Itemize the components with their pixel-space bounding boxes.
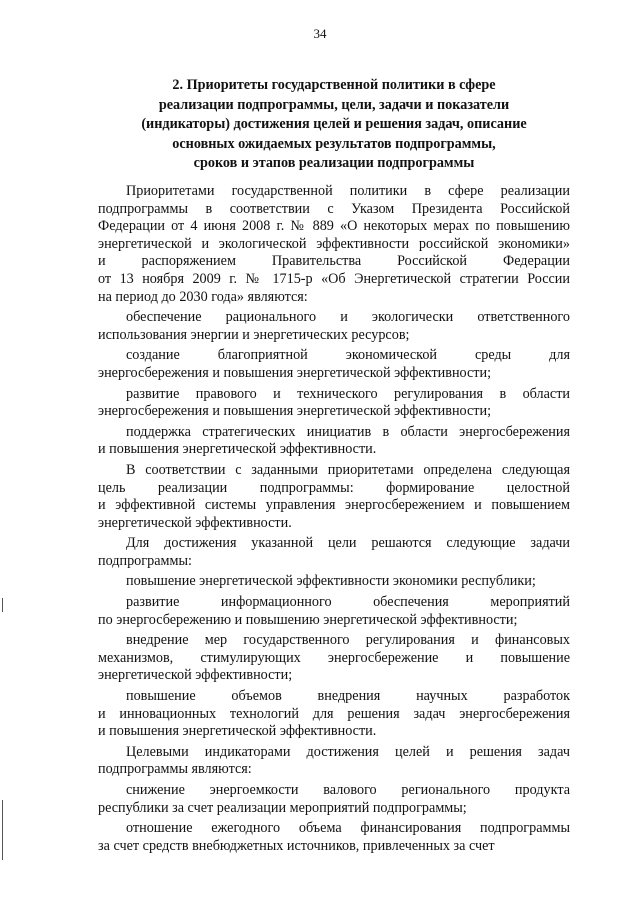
- paragraph: [98, 462, 570, 532]
- text-line: и повышения энергетической эффективности.: [98, 441, 377, 458]
- text-line: Приоритетами государственной политики в сфере реализации: [126, 183, 570, 199]
- text-line: энергосбережения и повышения энергетической эффективности;: [98, 403, 492, 420]
- text-line: на период до 2030 года» являются:: [98, 288, 308, 305]
- paragraph: [98, 309, 570, 344]
- text-line: снижение энергоемкости валового регионального продукта: [126, 782, 570, 798]
- paragraph: [98, 573, 570, 591]
- text-line: механизмов, стимулирующих энергосбережение и повышение: [98, 649, 570, 666]
- document-body: [98, 183, 570, 858]
- text-line: обеспечение рационального и экологически ответственного: [126, 309, 570, 326]
- paragraph: [98, 820, 570, 855]
- page-number: 34: [313, 26, 327, 41]
- paragraph: [98, 594, 570, 629]
- text-line: развитие информационного обеспечения мероприятий: [126, 594, 570, 611]
- paragraph: [98, 744, 570, 779]
- text-line: республики за счет реализации мероприятий подпрограммы;: [98, 799, 467, 816]
- text-line: и эффективной системы управления энергосбережением и повышением: [98, 497, 570, 514]
- text-line: развитие правового и технического регулирования в области: [126, 385, 570, 402]
- section-heading: [98, 76, 570, 174]
- text-line: подпрограммы в соответствии с Указом Президента Российской: [98, 200, 570, 217]
- text-line: энергосбережения и повышения энергетической эффективности;: [98, 364, 492, 381]
- text-line: создание благоприятной экономической среды для: [126, 347, 570, 364]
- text-line: по энергосбережению и повышению энергетической эффективности;: [98, 611, 518, 628]
- heading-line: (индикаторы) достижения целей и решения задач, описание: [141, 116, 527, 132]
- paragraph: [98, 347, 570, 382]
- paragraph: [98, 782, 570, 817]
- text-line: поддержка стратегических инициатив в области энергосбережения: [126, 423, 570, 440]
- text-line: энергетической эффективности;: [98, 667, 293, 684]
- heading-line: сроков и этапов реализации подпрограммы: [193, 155, 475, 171]
- paragraph: [98, 424, 570, 459]
- text-line: отношение ежегодного объема финансирования подпрограммы: [126, 820, 570, 837]
- margin-scan-mark: [2, 800, 3, 860]
- paragraph: [98, 632, 570, 685]
- text-line: внедрение мер государственного регулирования и финансовых: [126, 632, 570, 649]
- heading-line: реализации подпрограммы, цели, задачи и показатели: [158, 96, 510, 113]
- text-line: цель реализации подпрограммы: формирование целостной: [98, 479, 570, 496]
- text-line: энергетической и экологической эффективности российской экономики»: [98, 235, 570, 252]
- text-line: использования энергии и энергетических ресурсов;: [98, 326, 410, 343]
- heading-line: 2. Приоритеты государственной политики в сфере: [172, 77, 496, 93]
- text-line: от 13 ноября 2009 г. № 1715-р «Об Энергетической стратегии России: [98, 270, 570, 287]
- paragraph: [98, 688, 570, 741]
- paragraph: [98, 386, 570, 421]
- text-line: Федерации от 4 июня 2008 г. № 889 «О некоторых мерах по повышению: [98, 218, 570, 235]
- text-line: Для достижения указанной цели решаются следующие задачи: [126, 535, 570, 552]
- text-line: за счет средств внебюджетных источников, привлеченных за счет: [98, 837, 495, 854]
- text-line: энергетической эффективности.: [98, 514, 292, 531]
- text-line: и распоряжением Правительства Российской Федерации: [98, 253, 570, 270]
- text-line: и инновационных технологий для решения задач энергосбережения: [98, 705, 570, 722]
- margin-scan-mark: [2, 598, 3, 612]
- text-line: Целевыми индикаторами достижения целей и решения задач: [126, 743, 570, 760]
- heading-line: основных ожидаемых результатов подпрограммы,: [172, 135, 496, 152]
- text-line: В соответствии с заданными приоритетами определена следующая: [126, 461, 570, 478]
- paragraph: [98, 535, 570, 570]
- text-line: повышение объемов внедрения научных разработок: [126, 688, 570, 705]
- text-line: подпрограммы:: [98, 552, 192, 569]
- text-line: и повышения энергетической эффективности.: [98, 723, 377, 740]
- text-line: подпрограммы являются:: [98, 761, 252, 778]
- paragraph: [98, 183, 570, 306]
- text-line: повышение энергетической эффективности экономики республики;: [126, 573, 536, 590]
